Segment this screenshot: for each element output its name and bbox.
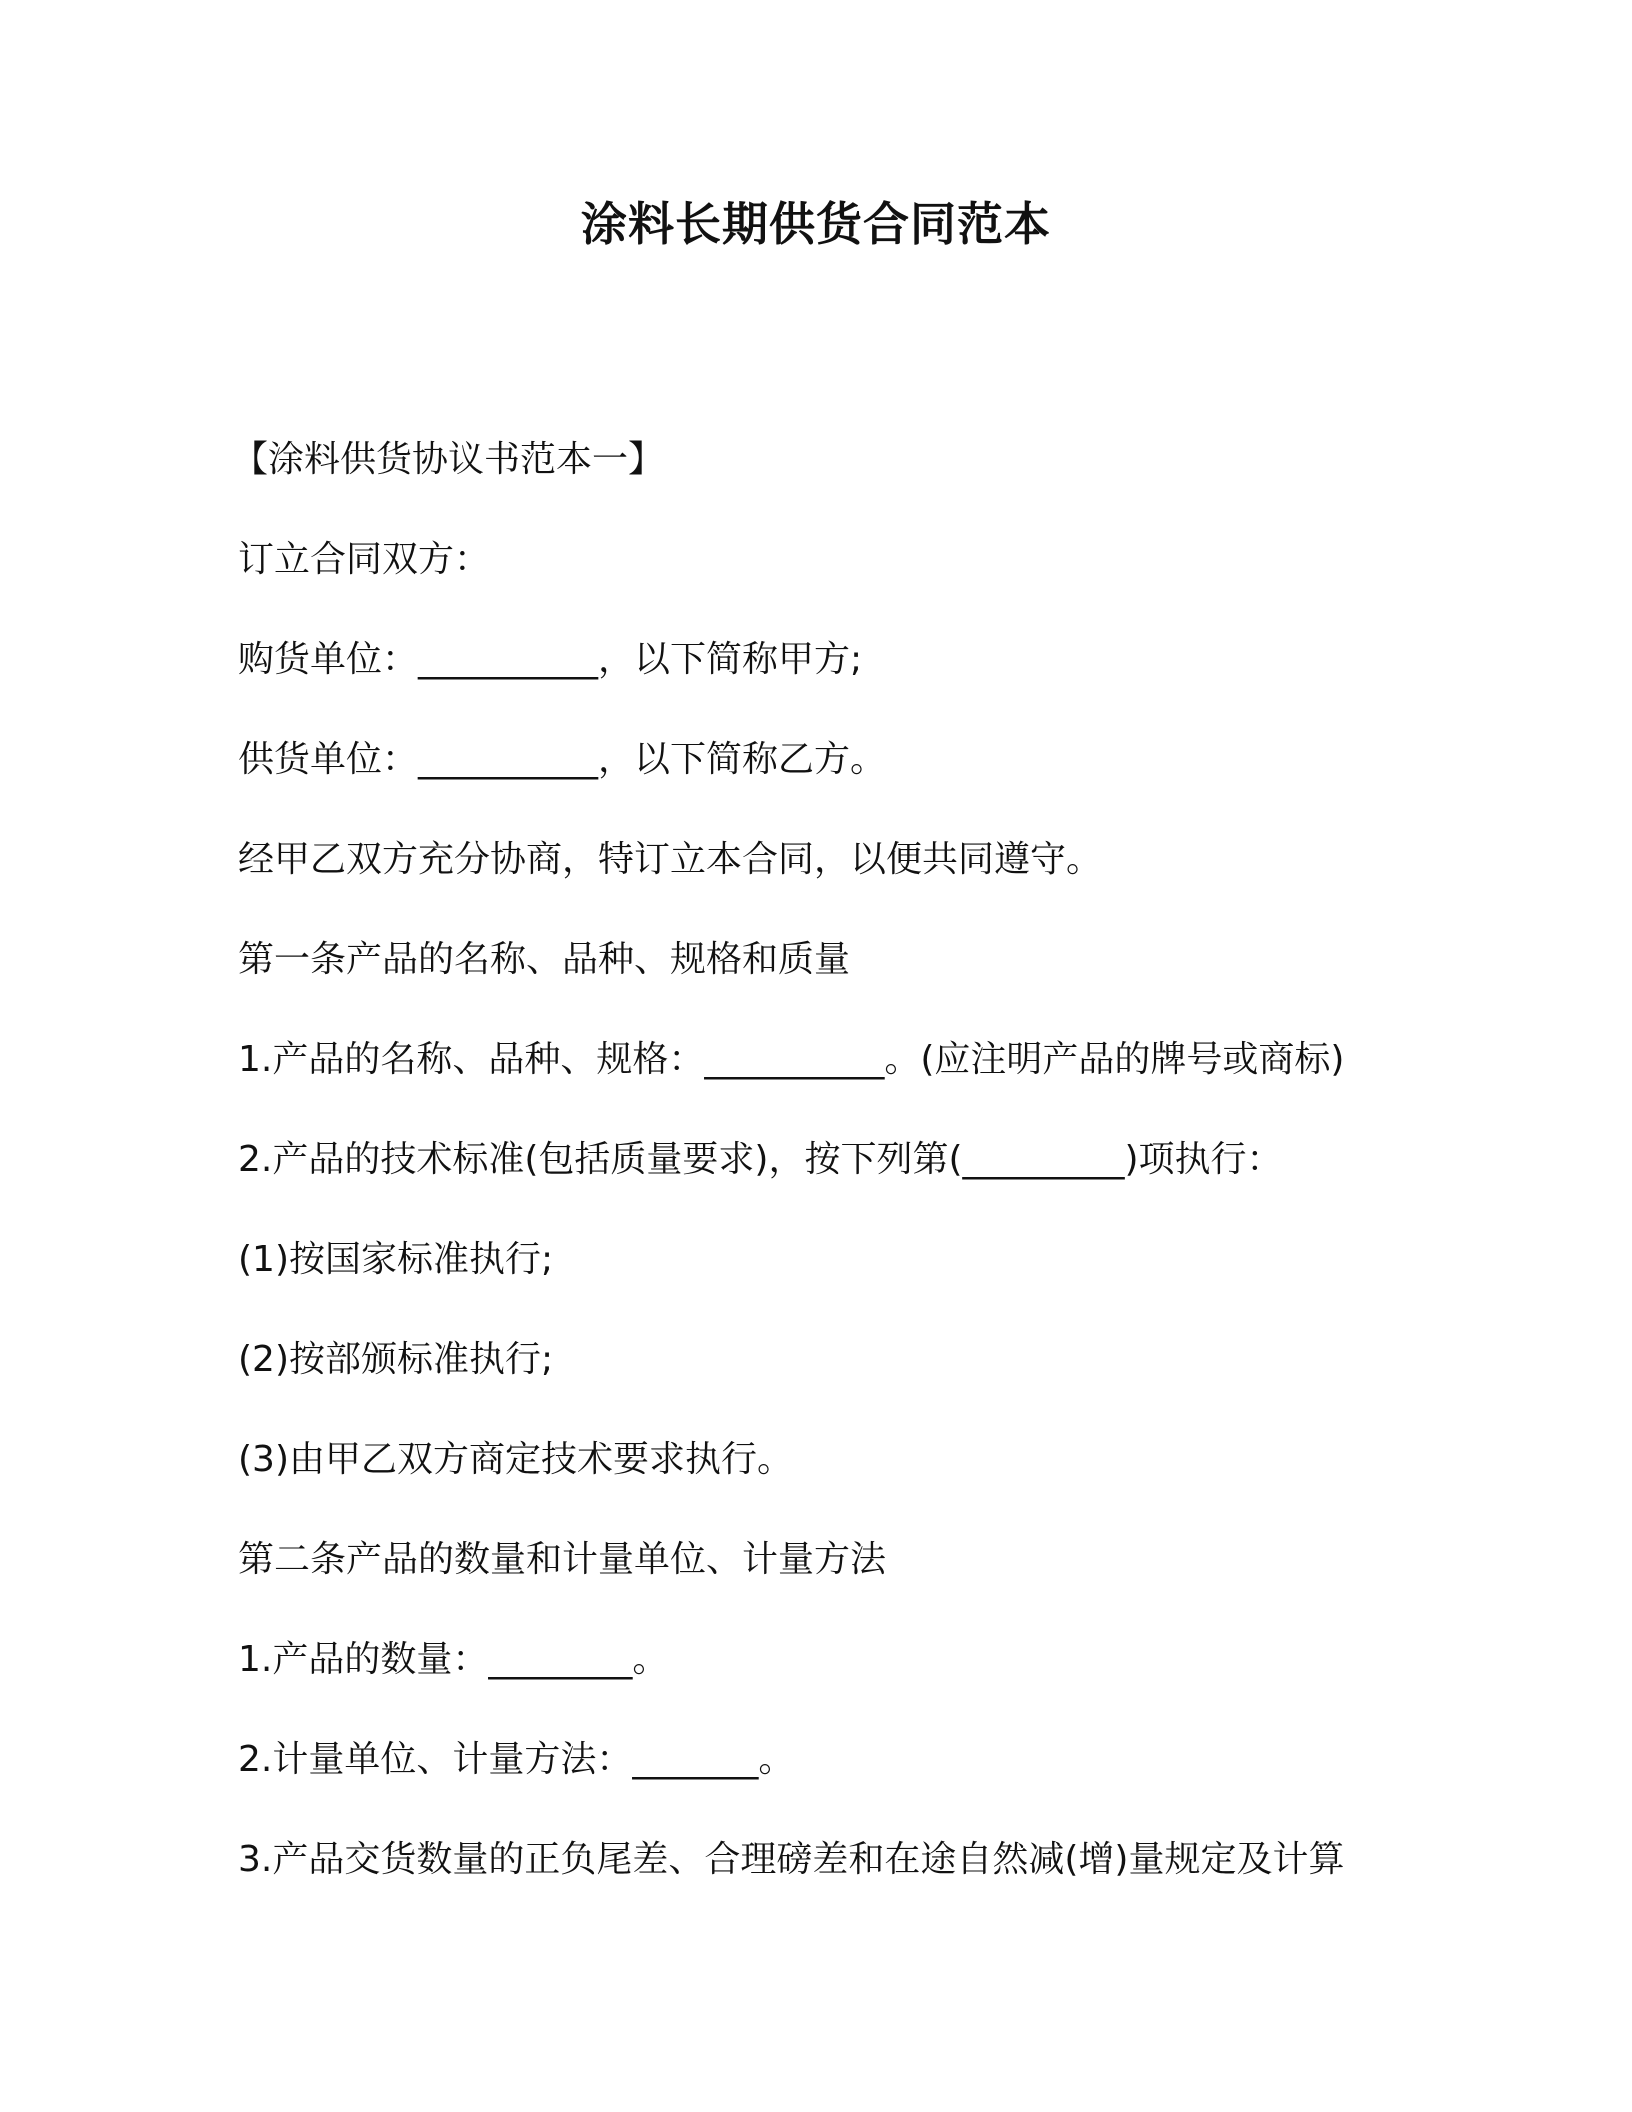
paragraph-line: 订立合同双方：	[238, 539, 491, 580]
paragraph-line: 3.产品交货数量的正负尾差、合理磅差和在途自然减(增)量规定及计算	[238, 1839, 1345, 1880]
paragraph-line: 2.计量单位、计量方法：_______。	[238, 1739, 795, 1780]
paragraph-line: 1.产品的名称、品种、规格：__________。(应注明产品的牌号或商标)	[238, 1039, 1345, 1080]
document-body	[232, 410, 1438, 1910]
paragraph-line: 供货单位：__________，以下简称乙方。	[238, 739, 887, 780]
paragraph-line: 经甲乙双方充分协商，特订立本合同，以便共同遵守。	[238, 839, 1103, 880]
section-subtitle: 【涂料供货协议书范本一】	[232, 439, 665, 480]
document-title: 涂料长期供货合同范本	[581, 197, 1051, 251]
paragraph-line: 1.产品的数量：________。	[238, 1639, 669, 1680]
article-heading: 第一条产品的名称、品种、规格和质量	[238, 939, 851, 980]
article-heading: 第二条产品的数量和计量单位、计量方法	[238, 1539, 887, 1580]
paragraph-line: (3)由甲乙双方商定技术要求执行。	[238, 1439, 793, 1480]
paragraph-line: 购货单位：__________，以下简称甲方;	[238, 639, 863, 680]
paragraph-line: (1)按国家标准执行;	[238, 1239, 554, 1280]
paragraph-line: (2)按部颁标准执行;	[238, 1339, 554, 1380]
paragraph-line: 2.产品的技术标准(包括质量要求)，按下列第(_________)项执行：	[238, 1139, 1283, 1180]
